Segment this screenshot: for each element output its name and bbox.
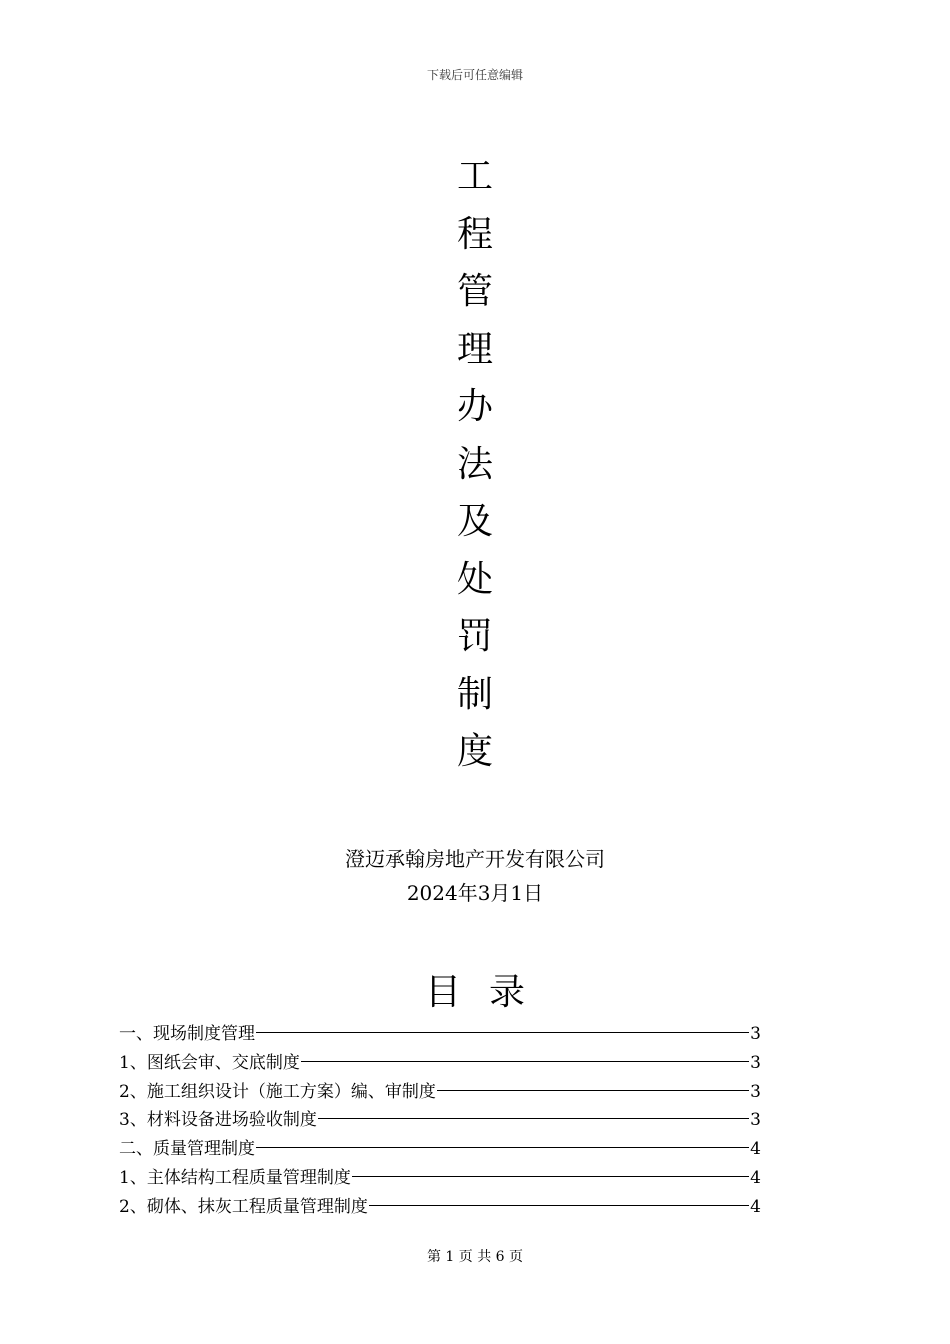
title-char: 理 xyxy=(456,328,493,370)
document-title xyxy=(445,148,505,781)
toc-leader-line xyxy=(318,1118,749,1119)
document-date: 2024年3月1日 xyxy=(406,881,544,905)
toc-item-page: 3 xyxy=(750,1052,761,1073)
toc-item[interactable] xyxy=(119,1078,761,1107)
table-of-contents xyxy=(119,1020,761,1222)
toc-item[interactable] xyxy=(119,1049,761,1078)
title-char: 度 xyxy=(456,731,493,772)
toc-leader-line xyxy=(256,1147,749,1148)
toc-leader-line xyxy=(301,1061,749,1062)
toc-item[interactable] xyxy=(119,1020,761,1049)
toc-item-label: 2、施工组织设计（施工方案）编、审制度 xyxy=(119,1081,436,1102)
toc-item-page: 4 xyxy=(750,1196,761,1217)
title-char: 制 xyxy=(456,673,493,715)
toc-item-page: 3 xyxy=(750,1110,761,1131)
toc-leader-line xyxy=(256,1032,749,1033)
title-char: 罚 xyxy=(456,616,493,657)
toc-item-label: 1、图纸会审、交底制度 xyxy=(119,1052,300,1073)
company-name: 澄迈承翰房地产开发有限公司 xyxy=(345,847,605,871)
toc-item[interactable] xyxy=(119,1135,761,1164)
toc-leader-line xyxy=(369,1205,749,1206)
toc-leader-line xyxy=(352,1176,749,1177)
toc-item[interactable] xyxy=(119,1193,761,1222)
title-char: 处 xyxy=(456,558,493,600)
toc-item[interactable] xyxy=(119,1106,761,1135)
toc-item-label: 二、质量管理制度 xyxy=(119,1139,255,1160)
toc-leader-line xyxy=(437,1090,749,1091)
toc-item[interactable] xyxy=(119,1164,761,1193)
toc-item-label: 一、现场制度管理 xyxy=(119,1024,255,1044)
title-char: 程 xyxy=(456,213,493,255)
title-char: 及 xyxy=(456,501,493,542)
toc-item-label: 2、砌体、抹灰工程质量管理制度 xyxy=(119,1196,368,1217)
toc-item-page: 4 xyxy=(750,1139,761,1160)
title-char: 管 xyxy=(456,271,493,312)
toc-item-label: 3、材料设备进场验收制度 xyxy=(119,1110,317,1131)
title-char: 工 xyxy=(456,156,493,197)
title-char: 法 xyxy=(456,443,493,485)
toc-item-page: 3 xyxy=(750,1024,761,1044)
toc-item-page: 3 xyxy=(750,1081,761,1102)
toc-item-label: 1、主体结构工程质量管理制度 xyxy=(119,1167,351,1188)
toc-item-page: 4 xyxy=(750,1167,761,1188)
header-note: 下载后可任意编辑 xyxy=(426,68,523,82)
title-char: 办 xyxy=(456,386,493,427)
toc-title: 目录 xyxy=(424,972,553,1013)
page-footer: 第 1 页 共 6 页 xyxy=(426,1249,524,1265)
